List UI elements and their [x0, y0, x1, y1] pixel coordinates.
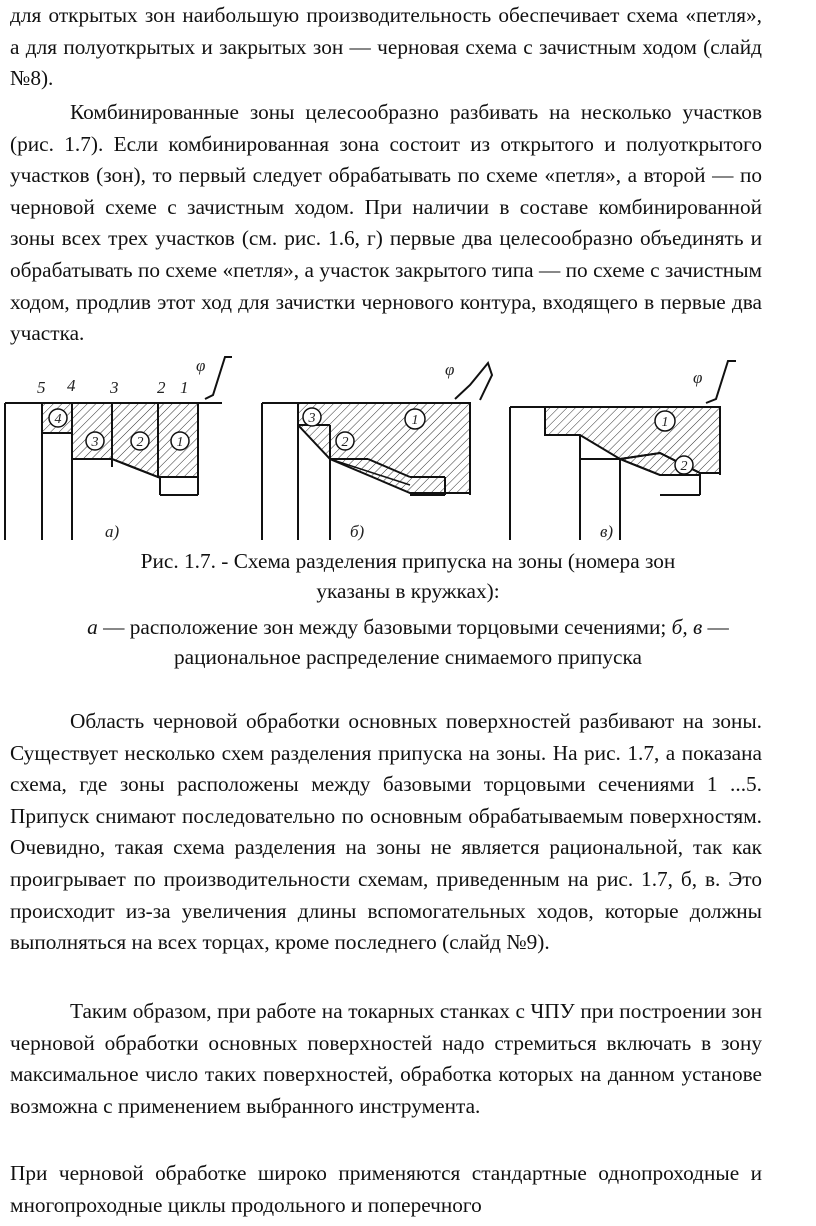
figure-legend-line1 [0, 612, 816, 642]
legend-a-text: — расположение зон между базовыми торцовыми сечениями; [97, 615, 672, 639]
paragraph-conclusion: Таким образом, при работе на токарных станках с ЧПУ при построении зон черновой обработки основных поверхностей надо стремиться включать в зону максимальное число таких поверхностей, обработка которых на данном установе возможна с применением выбранного инструмента. [10, 999, 762, 1118]
legend-bv-label: б, в [671, 615, 703, 639]
zone-number: 4 [54, 412, 62, 427]
zone-number: 1 [411, 413, 419, 428]
phi-label: φ [196, 356, 206, 375]
legend-a-label: а [87, 615, 98, 639]
section-label: 2 [157, 378, 166, 397]
paragraph-cycles: При черновой обработке широко применяются стандартные однопроходные и многопроходные циклы продольного и поперечного [10, 1161, 762, 1217]
subfigure-label-b: б) [350, 522, 365, 541]
zone-number: 3 [91, 435, 99, 450]
figure-legend-line2: рациональное распределение снимаемого припуска [174, 645, 642, 669]
paragraph-zones: Область черновой обработки основных поверхностей разбивают на зоны. Существует несколько схем разделения припуска на зоны. На рис. 1.7, а показана схема, где зоны расположены между базовыми торцовыми сечениями 1 ...5. Припуск снимают последовательно по основным обрабатываемым поверхностям. Очевидно, такая схема разделения на зоны не является рациональной, так как проигрывает по производительности схемам, приведенным на рис. 1.7, б, в. Это происходит из-за увеличения длины вспомогательных ходов, которые должны выполняться на всех торцах, кроме последнего (слайд №9). [10, 709, 762, 955]
zone-number: 1 [661, 415, 669, 430]
zone-number: 1 [176, 435, 184, 450]
paragraph-combined-zones: Комбинированные зоны целесообразно разбивать на несколько участков (рис. 1.7). Если комбинированная зона состоит из открытого и полуоткрытого участков (зон), то первый следует обрабатывать по схеме «петля», а второй — по черновой схеме с зачистным ходом. При наличии в составе комбинированной зоны всех трех участков (см. рис. 1.6, г) первые два целесообразно объединять и обрабатывать по схеме «петля», а участок закрытого типа — по схеме с зачистным ходом, продлив этот ход для зачистки чернового контура, входящего в первые два участка. [10, 100, 762, 346]
figure-caption-line2: указаны в кружках): [316, 579, 500, 603]
zone-number: 2 [136, 435, 144, 450]
phi-label: φ [445, 360, 455, 379]
section-label: 1 [180, 378, 189, 397]
zone-number: 3 [308, 411, 316, 426]
zone-number: 2 [680, 459, 688, 474]
figure-v [510, 361, 736, 540]
zone-number: 2 [341, 435, 349, 450]
section-label: 3 [110, 378, 119, 397]
figure-b [262, 363, 492, 540]
section-label: 5 [37, 378, 46, 397]
figure-1-7 [0, 355, 816, 545]
subfigure-label-a: а) [105, 522, 120, 541]
phi-label: φ [693, 368, 703, 387]
subfigure-label-v: в) [600, 522, 614, 541]
legend-bv-text: — [702, 615, 729, 639]
section-label: 4 [67, 376, 76, 395]
figure-caption-line1: Рис. 1.7. - Схема разделения припуска на зоны (номера зон [140, 549, 676, 573]
paragraph-continuation: для открытых зон наибольшую производительность обеспечивает схема «петля», а для полуоткрытых и закрытых зон — черновая схема с зачистным ходом (слайд №8). [10, 3, 762, 91]
